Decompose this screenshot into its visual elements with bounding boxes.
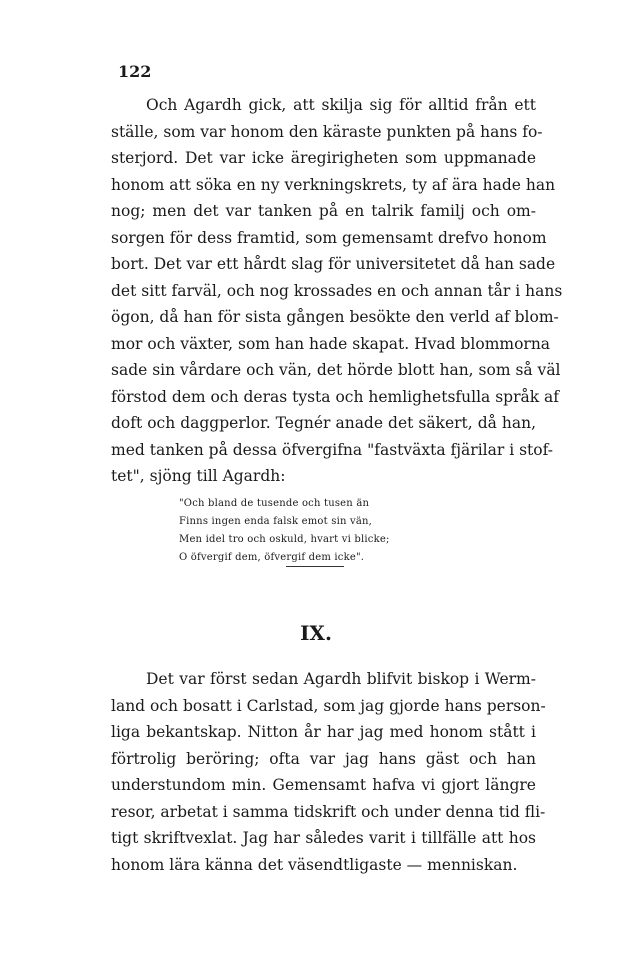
text-line: resor, arbetat i samma tidskrift och under denna tid fli- — [111, 803, 546, 821]
poem-line: O öfvergif dem, öfvergif dem icke". — [179, 552, 365, 563]
text-line: Det var först sedan Agardh blifvit biskop i Werm- — [146, 670, 536, 688]
text-line: honom lära känna det väsendtligaste — menniskan. — [111, 856, 518, 874]
text-line: mor och växter, som han hade skapat. Hvad blommorna — [111, 335, 551, 353]
text-line: förtrolig beröring; ofta var jag hans gäst och han — [111, 750, 536, 768]
text-line: liga bekantskap. Nitton år har jag med honom stått i — [111, 723, 536, 741]
text-line: sterjord. Det var icke äregirigheten som uppmanade — [111, 149, 536, 167]
text-line: Och Agardh gick, att skilja sig för alltid från ett — [146, 96, 536, 114]
text-line: med tanken på dessa öfvergifna "fastväxta fjärilar i stof- — [111, 441, 554, 459]
poem-line: "Och bland de tusende och tusen än — [179, 498, 370, 509]
text-line: bort. Det var ett hårdt slag för universitetet då han sade — [111, 255, 556, 273]
poem-line: Finns ingen enda falsk emot sin vän, — [179, 516, 373, 527]
section-divider — [286, 566, 344, 567]
page-number: 122 — [118, 62, 152, 81]
text-line: det sitt farväl, och nog krossades en och annan tår i hans — [111, 282, 563, 300]
text-line: sade sin vårdare och vän, det hörde blott han, som så väl — [111, 361, 561, 379]
text-line: land och bosatt i Carlstad, som jag gjorde hans person- — [111, 697, 546, 715]
text-line: nog; men det var tanken på en talrik familj och om- — [111, 202, 536, 220]
text-line: tet", sjöng till Agardh: — [111, 467, 286, 485]
text-line: förstod dem och deras tysta och hemlighetsfulla språk af — [111, 388, 560, 406]
poem-line: Men idel tro och oskuld, hvart vi blicke; — [179, 534, 390, 545]
text-line: ställe, som var honom den käraste punkten på hans fo- — [111, 123, 543, 141]
text-line: understundom min. Gemensamt hafva vi gjort längre — [111, 776, 536, 794]
text-line: sorgen för dess framtid, som gemensamt drefvo honom — [111, 229, 547, 247]
text-line: tigt skriftvexlat. Jag har således varit i tillfälle att hos — [111, 829, 536, 847]
chapter-heading: IX. — [300, 621, 332, 645]
text-line: ögon, då han för sista gången besökte den verld af blom- — [111, 308, 559, 326]
text-line: honom att söka en ny verkningskrets, ty af ära hade han — [111, 176, 556, 194]
text-line: doft och daggperlor. Tegnér anade det säkert, då han, — [111, 414, 536, 432]
